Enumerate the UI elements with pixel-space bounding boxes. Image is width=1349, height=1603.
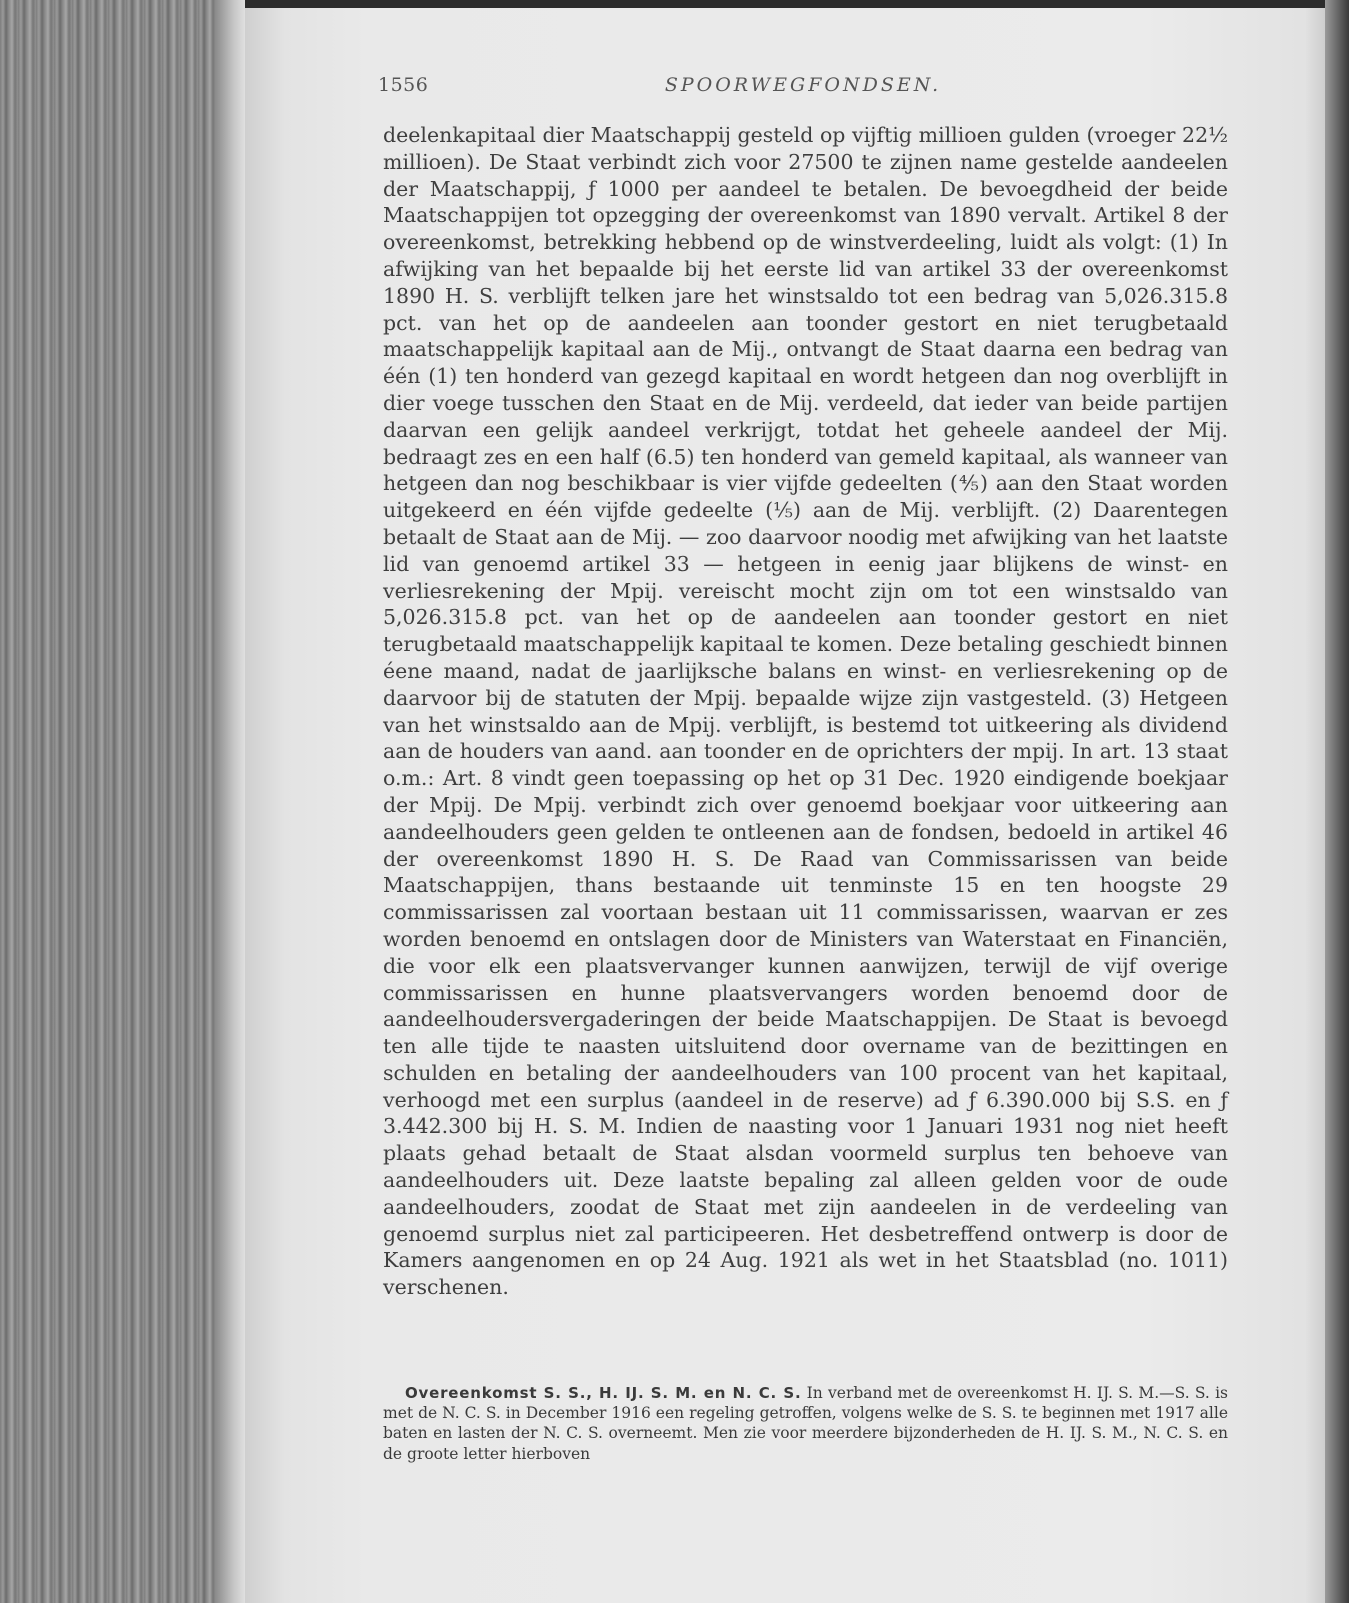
book-page-edges [0,0,245,1603]
page-header [378,74,1228,104]
running-title: SPOORWEGFONDSEN. [664,74,942,96]
note-text: In verband met de overeenkomst H. IJ. S. M.—S. S. is met de N. C. S. in December 1916 een regeling getroffen, volgens welke de S. S. te beginnen met 1917 alle baten en lasten der N. C. S. overneemt. Men zie voor meerdere bijzonderheden de H. IJ. S. M., N. C. S. en de groote letter hierboven [383,1384,1229,1463]
body-paragraph: deelenkapitaal dier Maatschappij gesteld op vijftig millioen gulden (vroeger 22½ millioen). De Staat verbindt zich voor 27500 te zijnen name gestelde aandeelen der Maatschappij, ƒ 1000 per aandeel te betalen. De bevoegdheid der beide Maatschappijen tot opzegging der overeenkomst van 1890 vervalt. Artikel 8 der overeenkomst, betrekking hebbend op de winstverdeeling, luidt als volgt: (1) In afwijking van het bepaalde bij het eerste lid van artikel 33 der overeenkomst 1890 H. S. verblijft telken jare het winstsaldo tot een bedrag van 5,026.315.8 pct. van het op de aandeelen aan toonder gestort en niet terugbetaald maatschappelijk kapitaal aan de Mij., ontvangt de Staat daarna een bedrag van één (1) ten honderd van gezegd kapitaal en wordt hetgeen dan nog overblijft in dier voege tusschen den Staat en de Mij. verdeeld, dat ieder van beide partijen daarvan een gelijk aandeel verkrijgt, totdat het geheele aandeel der Mij. bedraagt zes en een half (6.5) ten honderd van gemeld kapitaal, als wanneer van hetgeen dan nog beschikbaar is vier vijfde gedeelten (⅘) aan den Staat worden uitgekeerd en één vijfde gedeelte (⅕) aan de Mij. verblijft. (2) Daarentegen betaalt de Staat aan de Mij. — zoo daarvoor noodig met afwijking van het laatste lid van genoemd artikel 33 — hetgeen in eenig jaar blijkens de winst- en verliesrekening der Mpij. vereischt mocht zijn om tot een winstsaldo van 5,026.315.8 pct. van het op de aandeelen aan toonder gestort en niet terugbetaald maatschappelijk kapitaal te komen. Deze betaling geschiedt binnen éene maand, nadat de jaarlijksche balans en winst- en verliesrekening op de daarvoor bij de statuten der Mpij. bepaalde wijze zijn vastgesteld. (3) Hetgeen van het winstsaldo aan de Mpij. verblijft, is bestemd tot uitkeering als dividend aan de houders van aand. aan toonder en de oprichters der mpij. In art. 13 staat o.m.: Art. 8 vindt geen toepassing op het op 31 Dec. 1920 eindigende boekjaar der Mpij. De Mpij. verbindt zich over genoemd boekjaar voor uitkeering aan aandeelhouders geen gelden te ontleenen aan de fondsen, bedoeld in artikel 46 der overeenkomst 1890 H. S. De Raad van Commissarissen van beide Maatschappijen, thans bestaande uit tenminste 15 en ten hoogste 29 commissarissen zal voortaan bestaan uit 11 commissarissen, waarvan er zes worden benoemd en ontslagen door de Ministers van Waterstaat en Financiën, die voor elk een plaatsvervanger kunnen aanwijzen, terwijl de vijf overige commissarissen en hunne plaatsvervangers worden benoemd door de aandeelhoudersvergaderingen der beide Maatschappijen. De Staat is bevoegd ten alle tijde te naasten uitsluitend door overname van de bezittingen en schulden en betaling der aandeelhouders van 100 procent van het kapitaal, verhoogd met een surplus (aandeel in de reserve) ad ƒ 6.390.000 bij S.S. en ƒ 3.442.300 bij H. S. M. Indien de naasting voor 1 Januari 1931 nog niet heeft plaats gehad betaalt de Staat alsdan voormeld surplus ten behoeve van aandeelhouders uit. Deze laatste bepaling zal alleen gelden voor de oude aandeelhouders, zoodat de Staat met zijn aandeelen in de verdeeling van genoemd surplus niet zal participeeren. Het desbetreffend ontwerp is door de Kamers aangenomen en op 24 Aug. 1921 als wet in het Staatsblad (no. 1011) verschenen. [383,123,1228,1300]
note-heading: Overeenkomst S. S., H. IJ. S. M. en N. C. S. [405,1384,802,1402]
page-number: 1556 [378,74,429,96]
page-gutter-shadow [1325,0,1349,1603]
note-paragraph [383,1383,1228,1464]
